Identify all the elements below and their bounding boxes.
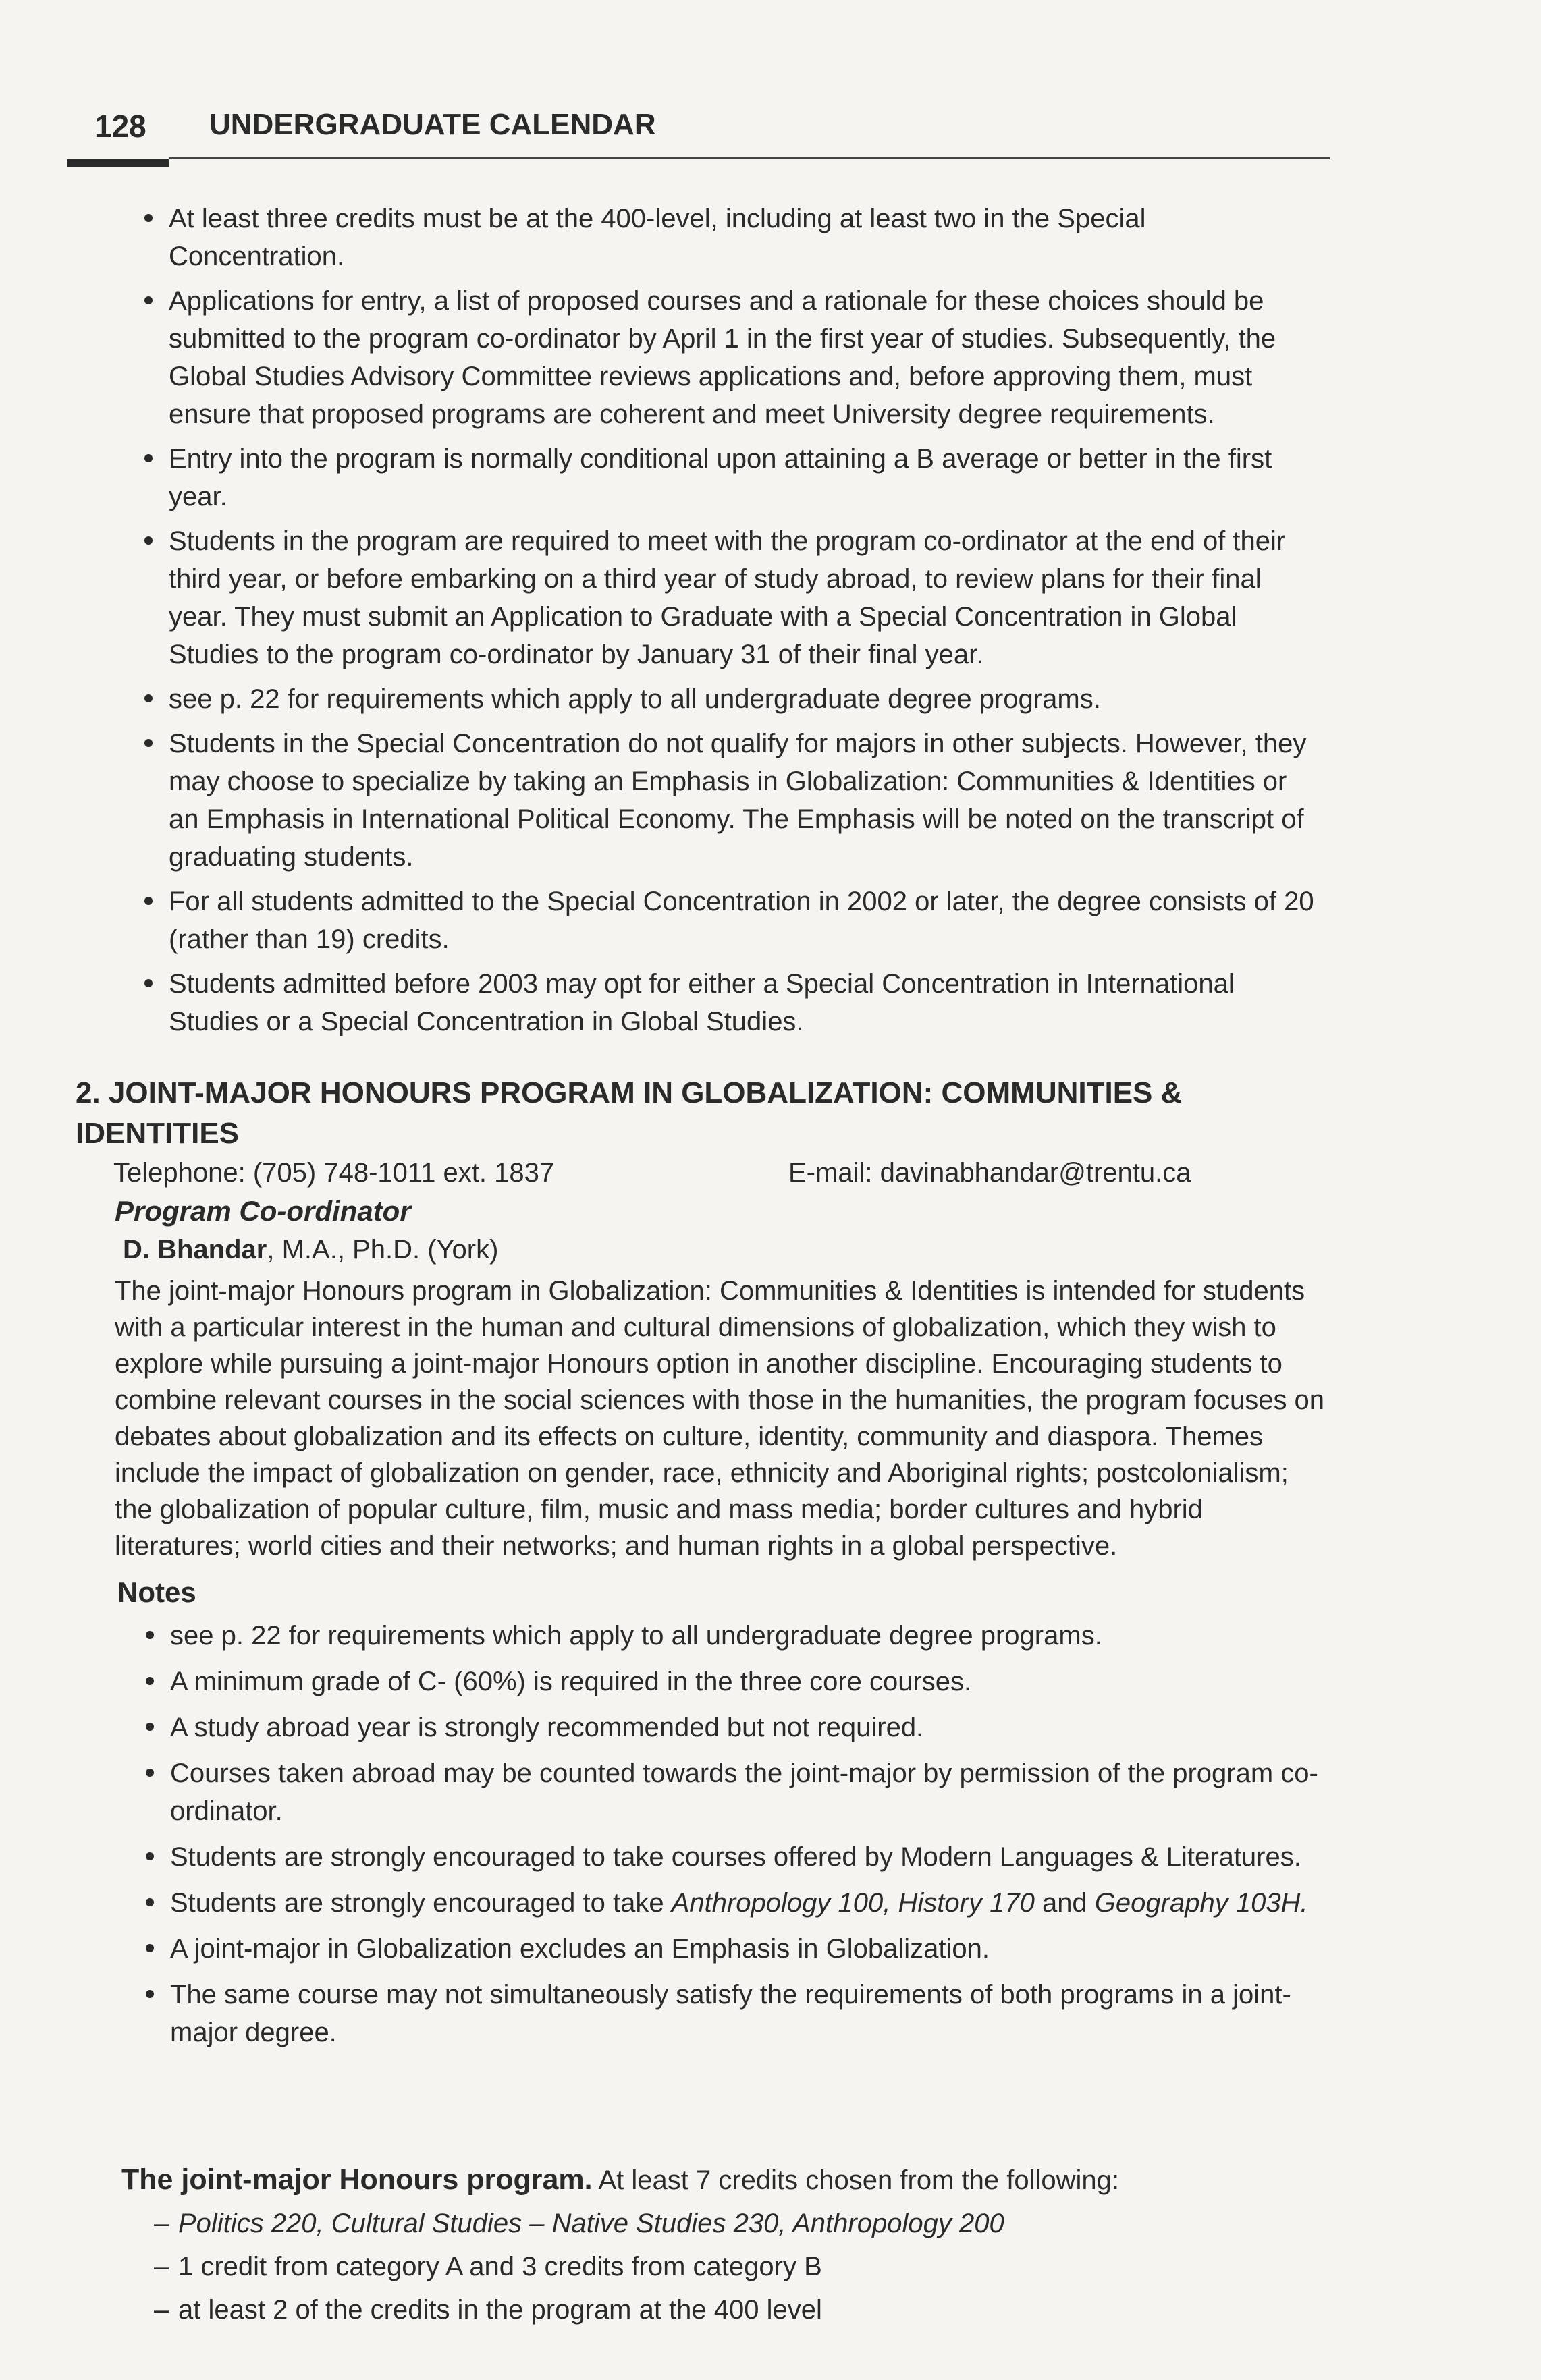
program-lead [121,2158,1323,2202]
list-item: A study abroad year is strongly recommended but not required. [136,1709,1324,1746]
list-item: Courses taken abroad may be counted towards the joint-major by permission of the program co-ordinator. [136,1754,1324,1830]
list-item: Students are strongly encouraged to take Anthropology 100, History 170 and Geography 103H. [136,1884,1324,1922]
dash-icon: – [154,2252,169,2281]
program-requirements [121,2158,1323,2331]
bullet-icon [146,1852,154,1860]
bullet-icon [144,694,153,702]
program-item: – Politics 220, Cultural Studies – Native Studies 230, Anthropology 200 [178,2202,1323,2245]
program-description: The joint-major Honours program in Globalization: Communities & Identities is intended for students with a particular interest in the human and cultural dimensions of globalization, which they wish to explore while pursuing a joint-major Honours option in another discipline. Encouraging students to combine relevant courses in the social sciences with those in the humanities, the program focuses on debates about globalization and its effects on culture, identity, community and diaspora. Themes include the impact of globalization on gender, race, ethnicity and Aboriginal rights; postcolonialism; the globalization of popular culture, film, music and mass media; border cultures and hybrid literatures; world cities and their networks; and human rights in a global perspective. [115,1276,1325,1561]
list-item: The same course may not simultaneously satisfy the requirements of both programs in a joint-major degree. [136,1976,1324,2051]
email: E-mail: davinabhandar@trentu.ca [788,1158,1191,1188]
list-item: A joint-major in Globalization excludes an Emphasis in Globalization. [136,1930,1324,1968]
program-lead-bold: The joint-major Honours program. [121,2163,593,2196]
header-rule-accent [67,159,169,167]
bullet-icon [144,739,153,747]
joint-major-section [76,1073,1331,2059]
list-item: Students admitted before 2003 may opt for either a Special Concentration in International Studies or a Special Concentration in Global Studies. [135,965,1323,1041]
coordinator-heading: Program Co-ordinator [115,1195,411,1227]
running-title: UNDERGRADUATE CALENDAR [209,108,656,141]
program-item: – 1 credit from category A and 3 credits from category B [178,2245,1323,2288]
bullet-icon [146,1631,154,1639]
bullet-icon [146,1944,154,1952]
list-item: see p. 22 for requirements which apply to all undergraduate degree programs. [136,1617,1324,1655]
notes-list [136,1617,1324,2051]
course-geography: Geography 103H. [1094,1888,1308,1918]
coordinator-name: D. Bhandar [123,1235,267,1265]
bullet-icon [146,1677,154,1685]
list-item: At least three credits must be at the 400-level, including at least two in the Special Concentration. [135,200,1323,275]
course-anthropology: Anthropology 100, [671,1888,891,1918]
header-rule [169,157,1330,159]
section-title: 2. JOINT-MAJOR HONOURS PROGRAM IN GLOBALIZATION: COMMUNITIES & IDENTITIES [76,1076,1183,1150]
contact-info [113,1154,1331,1192]
list-item: see p. 22 for requirements which apply to all undergraduate degree programs. [135,680,1323,718]
program-lead-text: At least 7 credits chosen from the following: [592,2165,1119,2195]
course-history: History 170 [898,1888,1035,1918]
bullet-icon [144,536,153,545]
telephone: Telephone: (705) 748-1011 ext. 1837 [113,1158,555,1188]
list-item: Students in the Special Concentration do not qualify for majors in other subjects. However, they may choose to specialize by taking an Emphasis in Globalization: Communities & Identities or an Emphasis in International Political Economy. The Emphasis will be noted on the transcript of graduating students. [135,725,1323,876]
coordinator-credentials: , M.A., Ph.D. (York) [267,1235,499,1265]
program-item: – at least 2 of the credits in the program at the 400 level [178,2288,1323,2331]
list-item: For all students admitted to the Special Concentration in 2002 or later, the degree consists of 20 (rather than 19) credits. [135,883,1323,958]
list-item: Applications for entry, a list of proposed courses and a rationale for these choices should be submitted to the program co-ordinator by April 1 in the first year of studies. Subsequently, the Global Studies Advisory Committee reviews applications and, before approving them, must ensure that proposed programs are coherent and meet University degree requirements. [135,282,1323,433]
bullet-icon [146,1990,154,1998]
list-item: Students in the program are required to meet with the program co-ordinator at the end of their third year, or before embarking on a third year of study abroad, to review plans for their final year. They must submit an Application to Graduate with a Special Concentration in Global Studies to the program co-ordinator by January 31 of their final year. [135,522,1323,673]
notes-heading: Notes [117,1576,196,1608]
coordinator [123,1231,1331,1269]
bullet-icon [144,454,153,462]
dash-icon: – [154,2295,169,2325]
bullet-icon [144,979,153,987]
bullet-icon [144,296,153,304]
bullet-icon [144,214,153,222]
requirements-list [135,200,1323,1047]
list-item: Students are strongly encouraged to take courses offered by Modern Languages & Literatures. [136,1838,1324,1876]
page-header [94,108,1330,155]
list-item: A minimum grade of C- (60%) is required in the three core courses. [136,1663,1324,1700]
bullet-icon [146,1723,154,1731]
bullet-icon [146,1898,154,1906]
bullet-icon [144,897,153,905]
dash-icon: – [154,2209,169,2238]
bullet-icon [146,1769,154,1777]
list-item: Entry into the program is normally conditional upon attaining a B average or better in the first year. [135,440,1323,516]
page-number: 128 [94,109,146,144]
